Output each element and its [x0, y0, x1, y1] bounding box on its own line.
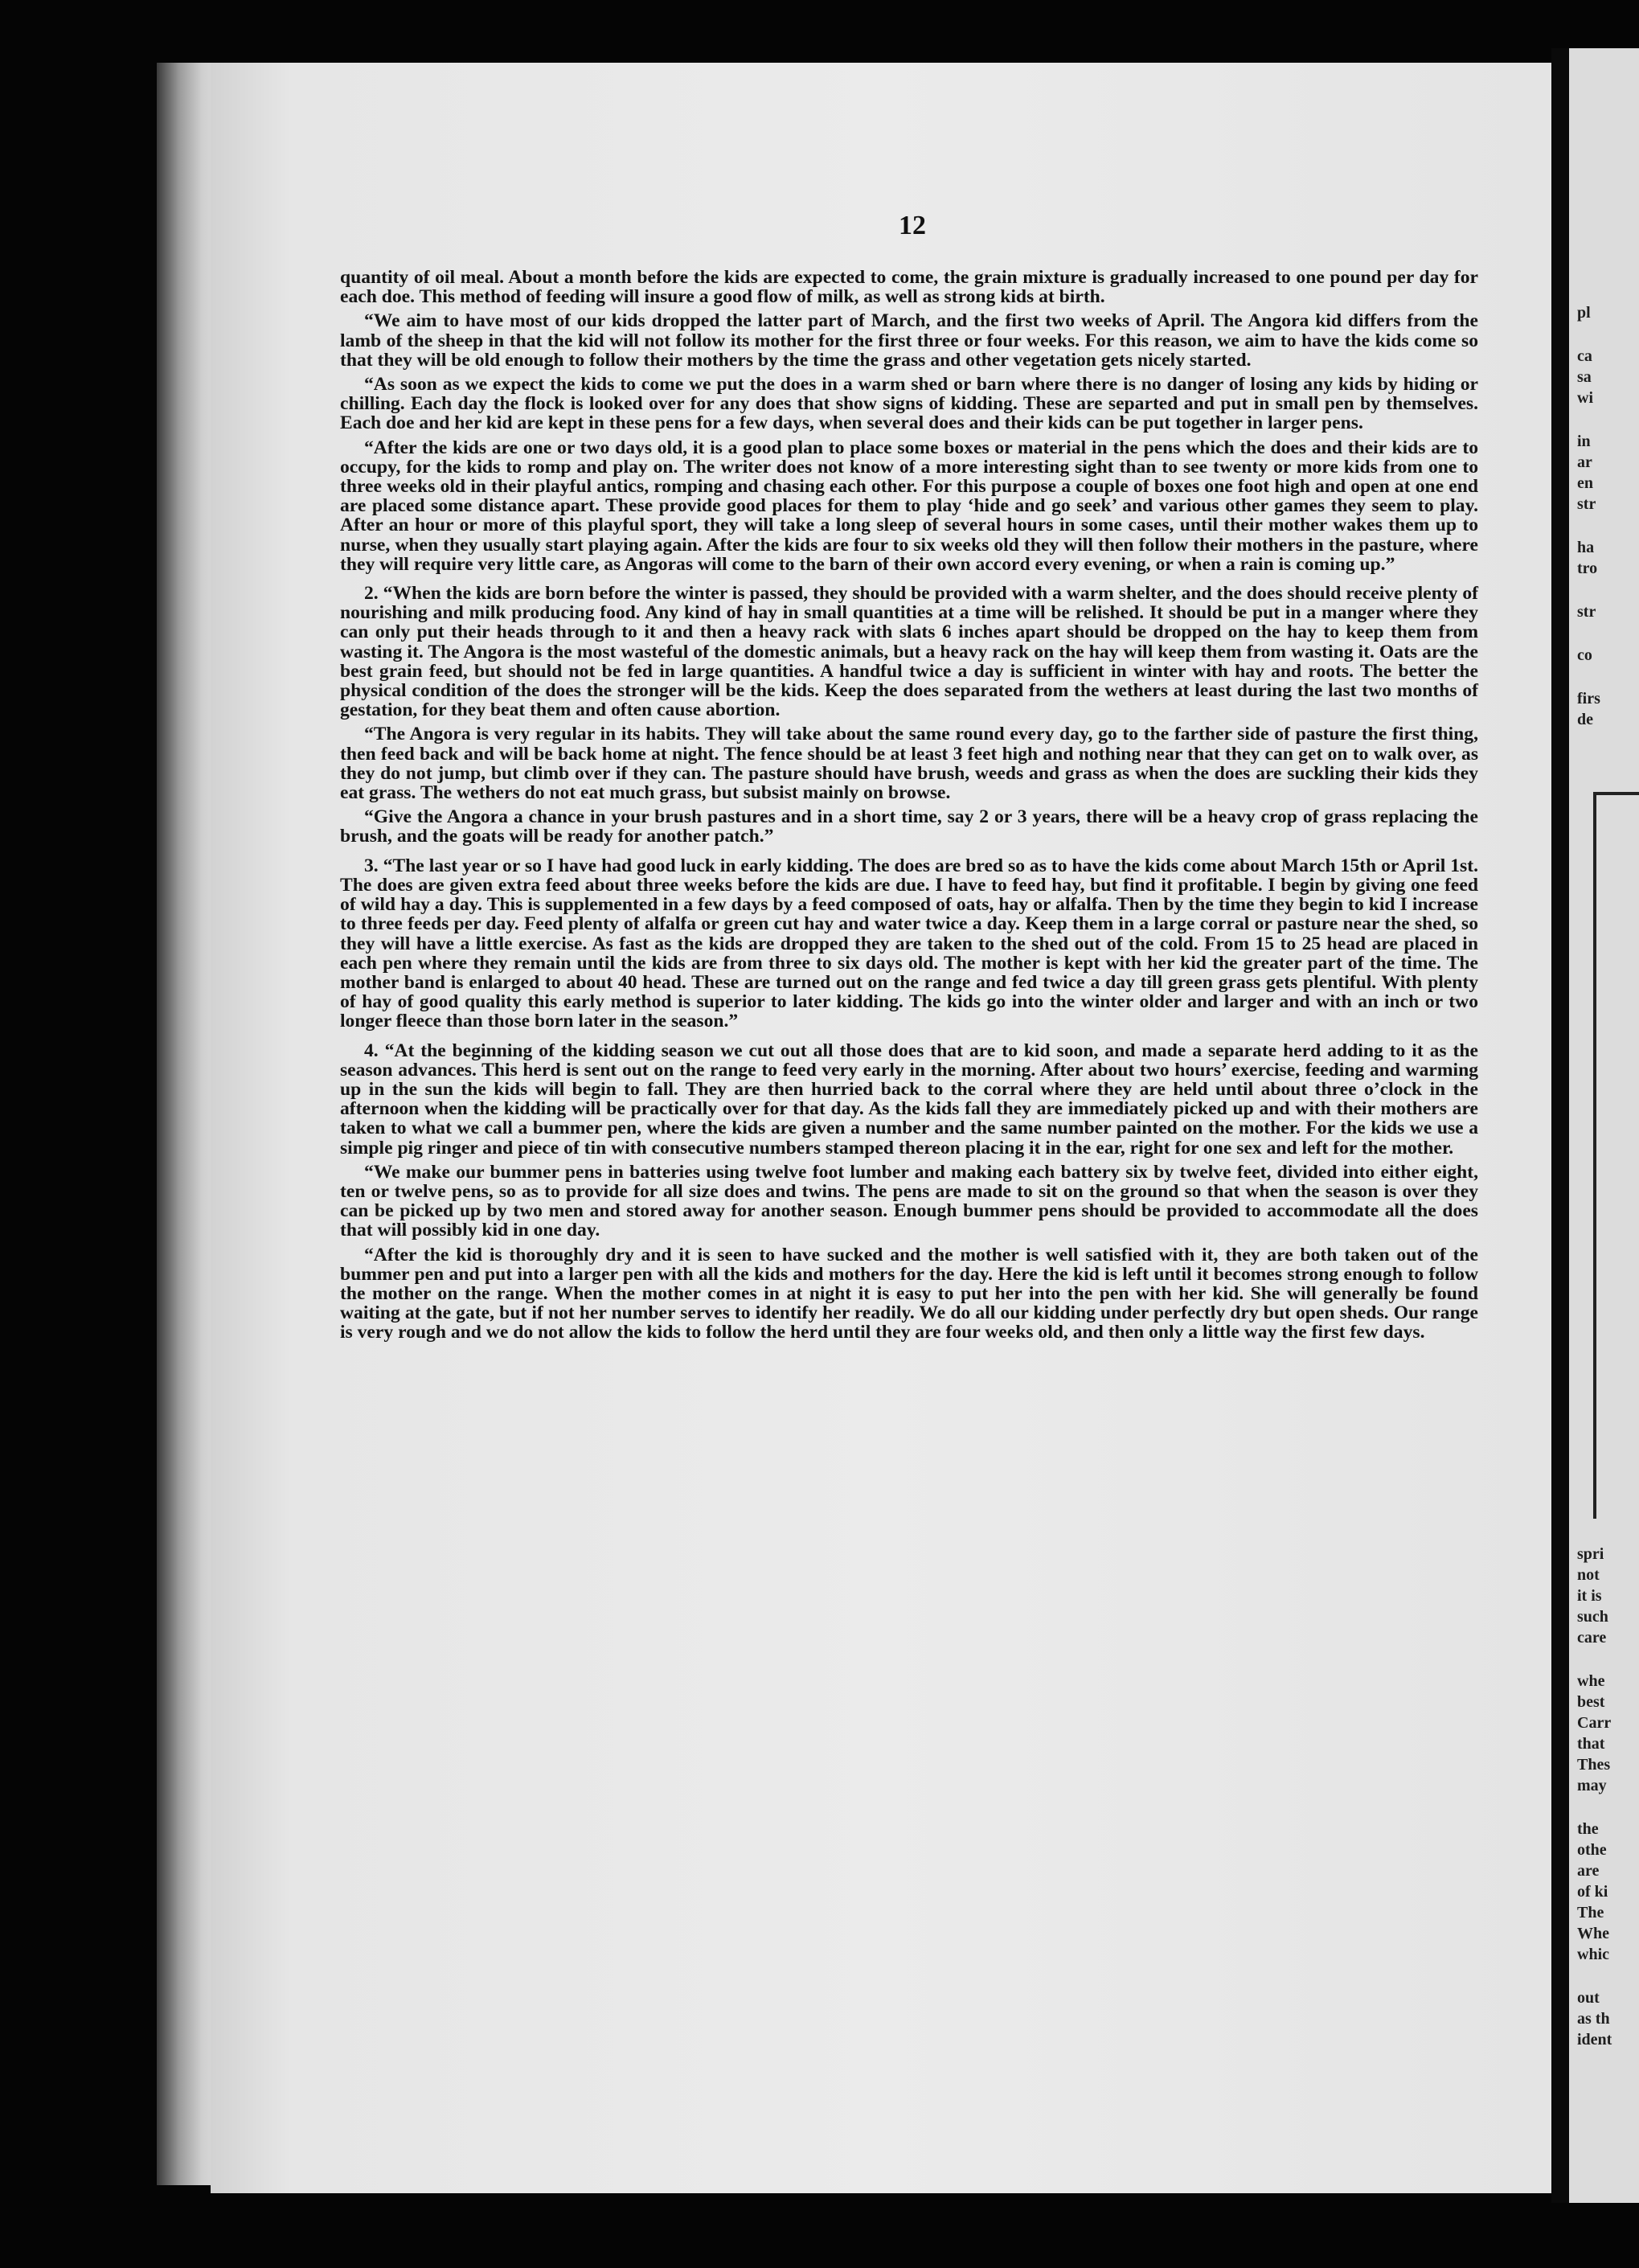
adjacent-page-fragment: as th	[1577, 2010, 1610, 2028]
adjacent-page-fragment: ca	[1577, 347, 1592, 365]
adjacent-page-fragment: Whe	[1577, 1925, 1609, 1942]
paragraph: 2. “When the kids are born before the winter is passed, they should be provided with a warm shelter, and the does should receive plenty of nourishing and milk producing food. Any kind of hay in small quantities at a time will be relished. It should be put in a manger where they can only put their heads through to it and then a heavy rack with slats 6 inches apart should be dropped on the hay to keep them from wasting it. The Angora is the most wasteful of the domestic animals, but a heavy rack on the hay will keep them from wasting it. Oats are the best grain feed, but should not be fed in large quantities. A handful twice a day is sufficient in winter with hay and roots. The better the physical condition of the does the stronger will be the kids. Keep the does separated from the wethers at least during the last two months of gestation, for they beat them and often cause abortion.	[340, 583, 1478, 721]
adjacent-page-fragment: sa	[1577, 368, 1592, 386]
adjacent-page-fragment: the	[1577, 1820, 1599, 1838]
adjacent-page-fragment: best	[1577, 1693, 1605, 1711]
adjacent-page-fragment: de	[1577, 711, 1593, 728]
body-text	[340, 268, 1478, 1347]
paragraph: “Give the Angora a chance in your brush pastures and in a short time, say 2 or 3 years, there will be a heavy crop of grass replacing the brush, and the goats will be ready for another patch.”	[340, 806, 1478, 847]
adjacent-page-fragment: whic	[1577, 1946, 1609, 1963]
adjacent-page-fragment: pl	[1577, 304, 1591, 322]
paragraph: “After the kids are one or two days old, it is a good plan to place some boxes or material in the pens which the does and their kids are to occupy, for the kids to romp and play on. The writer does not know of a more interesting sight than to see twenty or more kids from one to three weeks old in their playful antics, romping and chasing each other. For this purpose a couple of boxes one foot high and open at one end are placed some distance apart. These provide good places for them to play ‘hide and go seek’ and various other games they seem to play. After an hour or more of this playful sport, they will take a long sleep of several hours in some cases, until their mother wakes them up to nurse, when they usually start playing again. After the kids are four to six weeks old they will then follow their mothers in the pasture, where they will require very little care, as Angoras will come to the barn of their own accord every evening, or when a rain is coming up.”	[340, 437, 1478, 575]
adjacent-page-fragment: whe	[1577, 1672, 1605, 1690]
adjacent-page-fragment: are	[1577, 1862, 1600, 1880]
paragraph: “We aim to have most of our kids dropped the latter part of March, and the first two weeks of April. The Angora kid differs from the lamb of the sheep in that the kid will not follow its mother for the first three or four weeks. For this reason, we aim to have the kids come so that they will be old enough to follow their mothers by the time the grass and other vegetation gets nicely started.	[340, 310, 1478, 371]
adjacent-page-fragment: ha	[1577, 539, 1595, 556]
paragraph: 3. “The last year or so I have had good luck in early kidding. The does are bred so as to have the kids come about March 15th or April 1st. The does are given extra feed about three weeks before the kids are due. I have to feed hay, but find it profitable. I begin by giving one feed of wild hay a day. This is supplemented in a few days by a feed composed of oats, hay or alfalfa. Then by the time they begin to kid I increase to three feeds per day. Feed plenty of alfalfa or green cut hay and water twice a day. Keep them in a large corral or pasture near the shed, so they will have a little exercise. As fast as the kids are dropped they are taken to the shed out of the cold. From 15 to 25 head are placed in each pen where they remain until the kids are from three to six days old. The mother is kept with her kid the greater part of the time. The mother band is enlarged to about 40 head. These are turned out on the range and fed twice a day till green grass gets plentiful. With plenty of hay of good quality this early method is superior to later kidding. The kids go into the winter older and larger and with an inch or two longer fleece than those born later in the season.”	[340, 855, 1478, 1032]
adjacent-page-edge	[1569, 48, 1639, 2203]
adjacent-page-fragment: en	[1577, 474, 1593, 492]
adjacent-page-fragment: of ki	[1577, 1883, 1608, 1901]
adjacent-page-fragment: not	[1577, 1566, 1600, 1584]
adjacent-page-fragment: Thes	[1577, 1756, 1611, 1774]
adjacent-page-fragment: spri	[1577, 1545, 1604, 1563]
adjacent-page-box-rule	[1593, 792, 1639, 1519]
paragraph: “As soon as we expect the kids to come we put the does in a warm shed or barn where there is no danger of losing any kids by hiding or chilling. Each day the flock is looked over for any does that show signs of kidding. These are separted and put in small pen by themselves. Each doe and her kid are kept in these pens for a few days, when several does and their kids can be put together in larger pens.	[340, 374, 1478, 434]
adjacent-page-fragment: such	[1577, 1608, 1608, 1626]
adjacent-page-fragment: that	[1577, 1735, 1605, 1753]
paragraph: “After the kid is thoroughly dry and it is seen to have sucked and the mother is well satisfied with it, they are both taken out of the bummer pen and put into a larger pen with all the kids and mothers for the day. Here the kid is left until it becomes strong enough to follow the mother on the range. When the mother comes in at night it is easy to put her into the pen with her kid. She will generally be found waiting at the gate, but if not her number serves to identify her readily. We do all our kidding under perfectly dry but open sheds. Our range is very rough and we do not allow the kids to follow the herd until they are four weeks old, and then only a little way the first few days.	[340, 1244, 1478, 1343]
adjacent-page-fragment: out	[1577, 1989, 1600, 2007]
page-gutter	[1551, 48, 1569, 2203]
adjacent-page-fragment: firs	[1577, 690, 1600, 707]
adjacent-page-fragment: wi	[1577, 389, 1593, 407]
adjacent-page-fragment: ar	[1577, 453, 1592, 471]
adjacent-page-fragment: str	[1577, 603, 1596, 621]
adjacent-page-fragment: ident	[1577, 2031, 1612, 2049]
paragraph: “We make our bummer pens in batteries using twelve foot lumber and making each battery six by twelve feet, divided into either eight, ten or twelve pens, so as to provide for all size does and twins. The pens are made to sit on the ground so that when the season is over they can be picked up by two men and stored away for another season. Enough bummer pens should be provided to accommodate all the does that will possibly kid in one day.	[340, 1161, 1478, 1241]
paragraph: 4. “At the beginning of the kidding season we cut out all those does that are to kid soon, and made a separate herd adding to it as the season advances. This herd is sent out on the range to feed very early in the morning. After about two hours’ exercise, feeding and warming up in the sun the kids will begin to fall. They are then hurried back to the corral where they are held until about three o’clock in the afternoon when the kidding will be practically over for that day. As the kids fall they are immediately picked up and with their mothers are taken to what we call a bummer pen, where the kids are given a number and the same number painted on the mother. For the kids we use a simple pig ringer and piece of tin with consecutive numbers stamped thereon placing it in the ear, right for one sex and left for the mother.	[340, 1040, 1478, 1159]
adjacent-page-fragment: Carr	[1577, 1714, 1612, 1732]
adjacent-page-fragment: may	[1577, 1777, 1607, 1794]
adjacent-page-fragment: in	[1577, 433, 1591, 450]
adjacent-page-fragment: str	[1577, 495, 1596, 513]
adjacent-page-fragment: it is	[1577, 1587, 1602, 1605]
adjacent-page-fragment: othe	[1577, 1841, 1607, 1859]
adjacent-page-fragment: tro	[1577, 560, 1598, 577]
paragraph: quantity of oil meal. About a month before the kids are expected to come, the grain mixture is gradually increased to one pound per day for each doe. This method of feeding will insure a good flow of milk, as well as strong kids at birth.	[340, 267, 1478, 308]
adjacent-page-fragment: The	[1577, 1904, 1604, 1921]
page-number: 12	[899, 211, 926, 240]
adjacent-page-fragment: co	[1577, 646, 1592, 664]
adjacent-page-fragment: care	[1577, 1629, 1607, 1647]
paragraph: “The Angora is very regular in its habits. They will take about the same round every day, go to the farther side of pasture the first thing, then feed back and will be back home at night. The fence should be at least 3 feet high and nothing near that they can get on to walk over, as they do not jump, but climb over if they can. The pasture should have brush, weeds and grass as when the does are suckling their kids they eat grass. The wethers do not eat much grass, but subsist mainly on browse.	[340, 724, 1478, 804]
